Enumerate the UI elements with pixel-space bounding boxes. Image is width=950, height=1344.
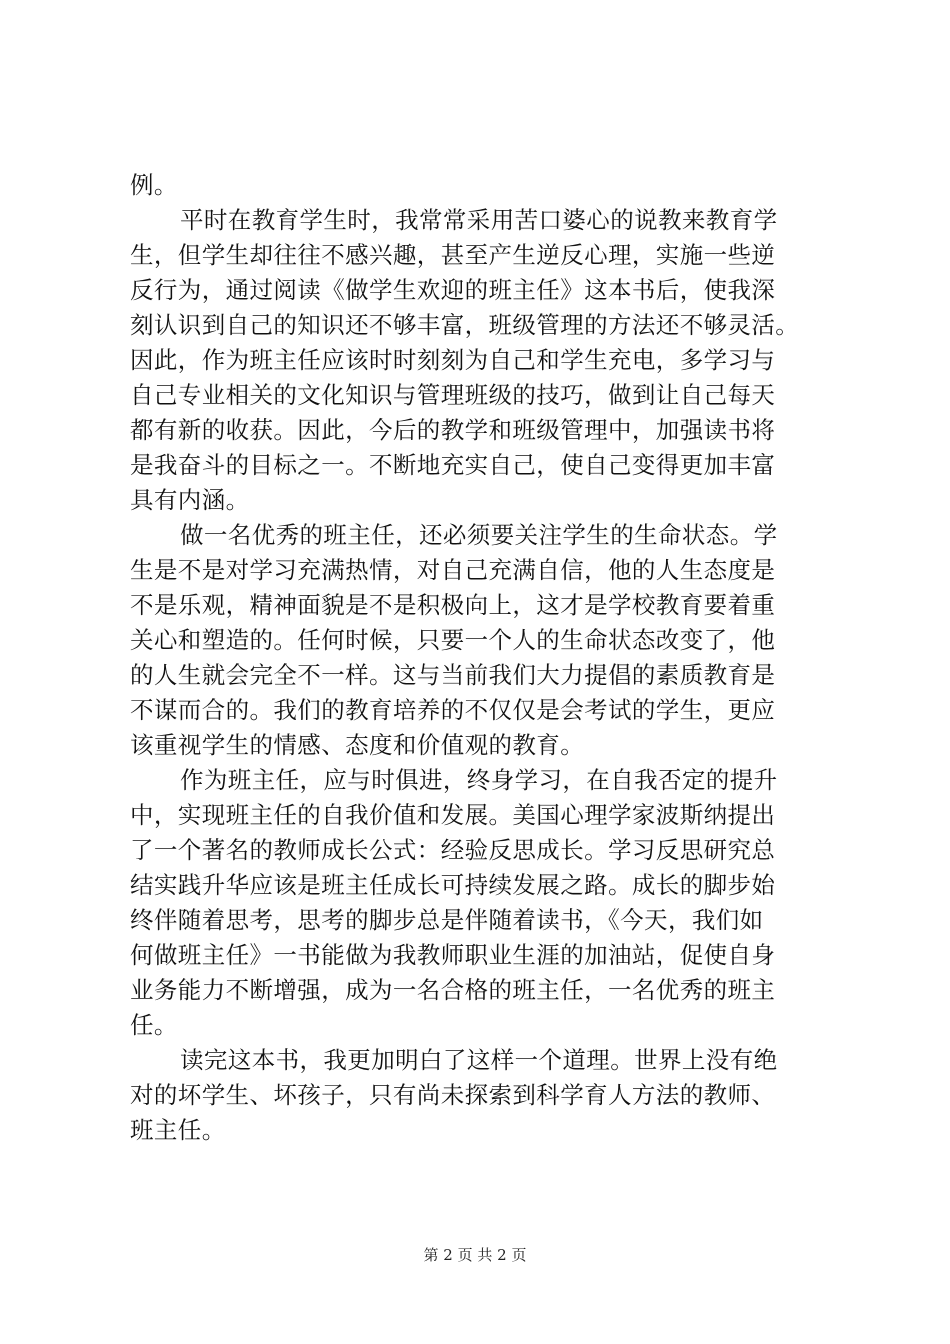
- text-line: 关心和塑造的。任何时候，只要一个人的生命状态改变了，他: [130, 626, 776, 654]
- text-line: 结实践升华应该是班主任成长可持续发展之路。成长的脚步始: [130, 871, 776, 899]
- paragraph: [130, 168, 835, 203]
- text-line: 作为班主任，应与时俱进，终身学习，在自我否定的提升: [180, 766, 778, 794]
- text-line: 反行为，通过阅读《做学生欢迎的班主任》这本书后，使我深: [130, 276, 776, 304]
- text-line: 不谋而合的。我们的教育培养的不仅仅是会考试的学生，更应: [130, 696, 776, 724]
- paragraph: [130, 1043, 835, 1148]
- text-line: 中，实现班主任的自我价值和发展。美国心理学家波斯纳提出: [130, 801, 776, 829]
- paragraph: [130, 518, 835, 763]
- text-line: 任。: [130, 1011, 178, 1039]
- text-line: 具有内涵。: [130, 486, 250, 514]
- text-line: 是我奋斗的目标之一。不断地充实自己，使自己变得更加丰富: [130, 451, 776, 479]
- paragraph: [130, 203, 835, 518]
- text-line: 刻认识到自己的知识还不够丰富，班级管理的方法还不够灵活。: [130, 311, 800, 339]
- text-line: 对的坏学生、坏孩子，只有尚未探索到科学育人方法的教师、: [130, 1081, 776, 1109]
- text-line: 该重视学生的情感、态度和价值观的教育。: [130, 731, 585, 759]
- text-line: 都有新的收获。因此，今后的教学和班级管理中，加强读书将: [130, 416, 776, 444]
- text-line: 自己专业相关的文化知识与管理班级的技巧，做到让自己每天: [130, 381, 776, 409]
- page-footer: 第 2 页 共 2 页: [423, 1246, 527, 1264]
- text-line: 了一个著名的教师成长公式：经验反思成长。学习反思研究总: [130, 836, 776, 864]
- text-line: 例。: [130, 171, 178, 199]
- body-text: [130, 168, 835, 1148]
- text-line: 读完这本书，我更加明白了这样一个道理。世界上没有绝: [180, 1046, 778, 1074]
- text-line: 何做班主任》一书能做为我教师职业生涯的加油站，促使自身: [130, 941, 776, 969]
- text-line: 平时在教育学生时，我常常采用苦口婆心的说教来教育学: [180, 206, 778, 234]
- text-line: 的人生就会完全不一样。这与当前我们大力提倡的素质教育是: [130, 661, 776, 689]
- text-line: 班主任。: [130, 1116, 226, 1144]
- paragraph: [130, 763, 835, 1043]
- text-line: 做一名优秀的班主任，还必须要关注学生的生命状态。学: [180, 521, 778, 549]
- text-line: 业务能力不断增强，成为一名合格的班主任，一名优秀的班主: [130, 976, 776, 1004]
- text-line: 生，但学生却往往不感兴趣，甚至产生逆反心理，实施一些逆: [130, 241, 776, 269]
- text-line: 生是不是对学习充满热情，对自己充满自信，他的人生态度是: [130, 556, 776, 584]
- text-line: 因此，作为班主任应该时时刻刻为自己和学生充电，多学习与: [130, 346, 776, 374]
- text-line: 不是乐观，精神面貌是不是积极向上，这才是学校教育要着重: [130, 591, 776, 619]
- text-line: 终伴随着思考，思考的脚步总是伴随着读书，《今天，我们如: [130, 906, 764, 934]
